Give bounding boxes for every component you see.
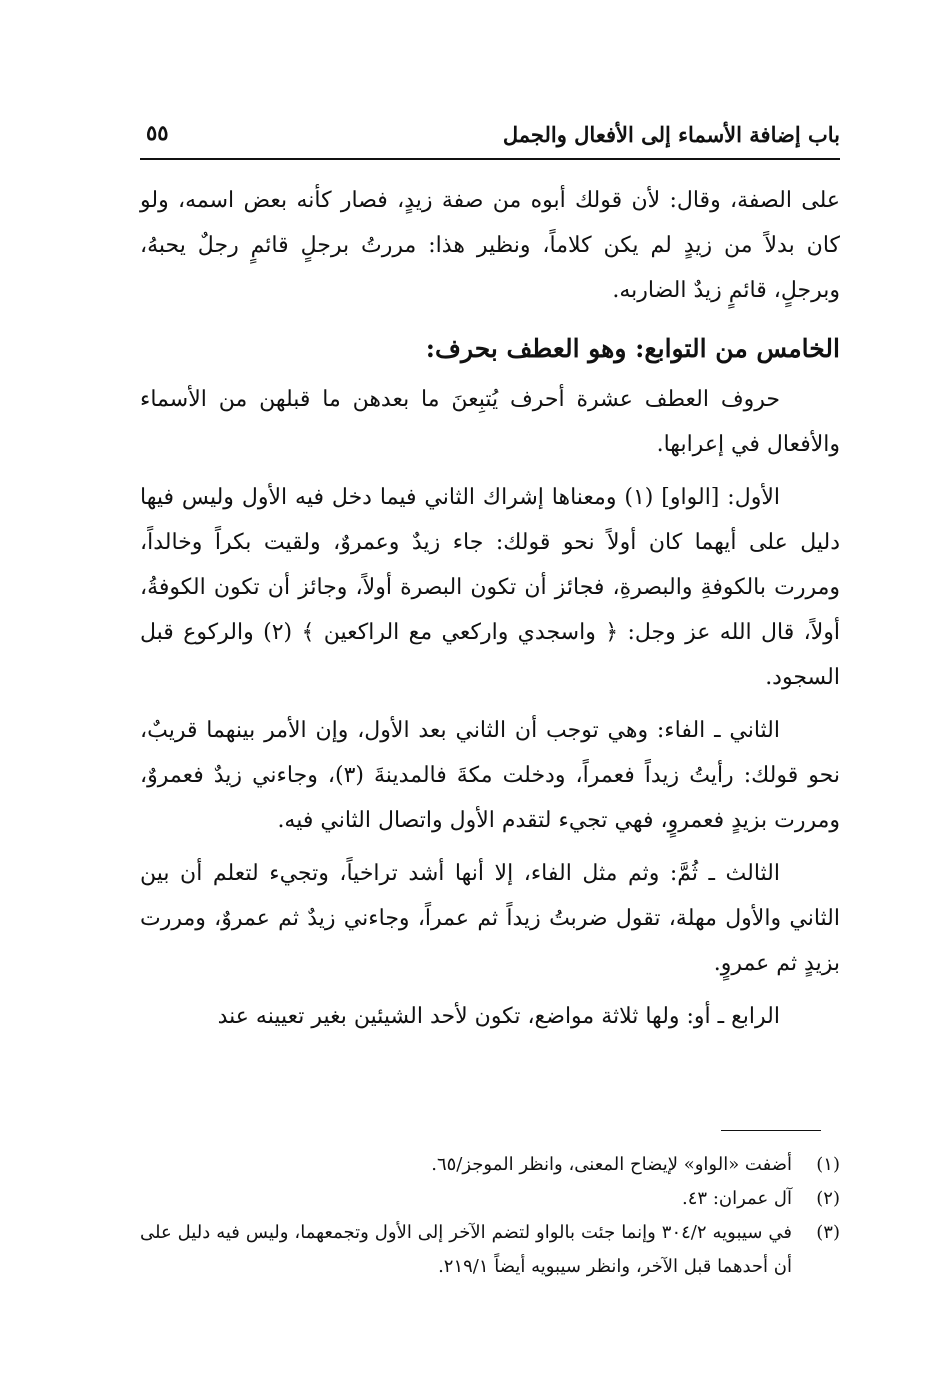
paragraph: حروف العطف عشرة أحرف يُتبِعنَ ما بعدهن ما قبلهن من الأسماء والأفعال في إعرابها. xyxy=(140,387,840,457)
section-heading: الخامس من التوابع: وهو العطف بحرف: xyxy=(425,334,840,363)
footnote-item xyxy=(140,1182,840,1216)
running-title: باب إضافة الأسماء إلى الأفعال والجمل xyxy=(502,122,840,147)
main-text xyxy=(140,178,840,1047)
footnote-number: (١) xyxy=(816,1154,840,1175)
footnote-text: في سيبويه ٣٠٤/٢ وإنما جئت بالواو لتضم الآخر إلى الأول وتجمعهما، وليس فيه دليل على أن أحدهما قبل الآخر، وانظر سيبويه أيضاً ٢١٩/١. xyxy=(140,1222,792,1277)
footnote-number: (٢) xyxy=(816,1188,840,1209)
footnote-item xyxy=(140,1148,840,1182)
footnote-text: آل عمران: ٤٣. xyxy=(682,1188,792,1209)
footnotes xyxy=(140,1148,840,1284)
paragraph: الثاني ـ الفاء: وهي توجب أن الثاني بعد الأول، وإن الأمر بينهما قريبٌ، نحو قولك: رأيتُ زيداً فعمراً، ودخلت مكةَ فالمدينةَ (٣)، وجاءني زيدٌ فعمروٌ، ومررت بزيدٍ فعمروٍ، فهي تجيء لتقدم الأول واتصال الثاني فيه. xyxy=(140,718,840,833)
paragraph: الأول: [الواو] (١) ومعناها إشراك الثاني فيما دخل فيه الأول وليس فيها دليل على أيهما كان أولاً نحو قولك: جاء زيدٌ وعمروٌ، ولقيت بكراً وخالداً، ومررت بالكوفةِ والبصرةِ، فجائز أن تكون البصرة أولاً، وجائز أن تكون الكوفةُ، أولاً، قال الله عز وجل: ﴿ واسجدي واركعي مع الراكعين ﴾ (٢) والركوع قبل السجود. xyxy=(140,485,840,690)
footnote-separator xyxy=(721,1130,821,1131)
paragraph: الثالث ـ ثُمَّ: وثم مثل الفاء، إلا أنها أشد تراخياً، وتجيء لتعلم أن بين الثاني والأول مهلة، تقول ضربتُ زيداً ثم عمراً، وجاءني زيدٌ ثم عمروٌ، ومررت بزيدٍ ثم عمروٍ. xyxy=(140,861,840,976)
footnote-text: أضفت «الواو» لإيضاح المعنى، وانظر الموجز/٦٥. xyxy=(431,1154,792,1175)
footnote-number: (٣) xyxy=(816,1222,840,1243)
page-number: ٥٥ xyxy=(146,120,169,145)
page-header xyxy=(140,112,840,160)
paragraph: الرابع ـ أو: ولها ثلاثة مواضع، تكون لأحد الشيئين بغير تعيينه عند xyxy=(217,1004,780,1029)
footnote-item xyxy=(140,1216,840,1284)
paragraph-continuation: على الصفة، وقال: لأن قولك أبوه من صفة زيدٍ، فصار كأنه بعض اسمه، ولو كان بدلاً من زيدٍ لم يكن كلاماً، ونظير هذا: مررتُ برجلٍ قائمٍ رجلٌ يحبهُ، وبرجلٍ، قائمٍ زيدٌ الضاربه. xyxy=(140,188,841,303)
